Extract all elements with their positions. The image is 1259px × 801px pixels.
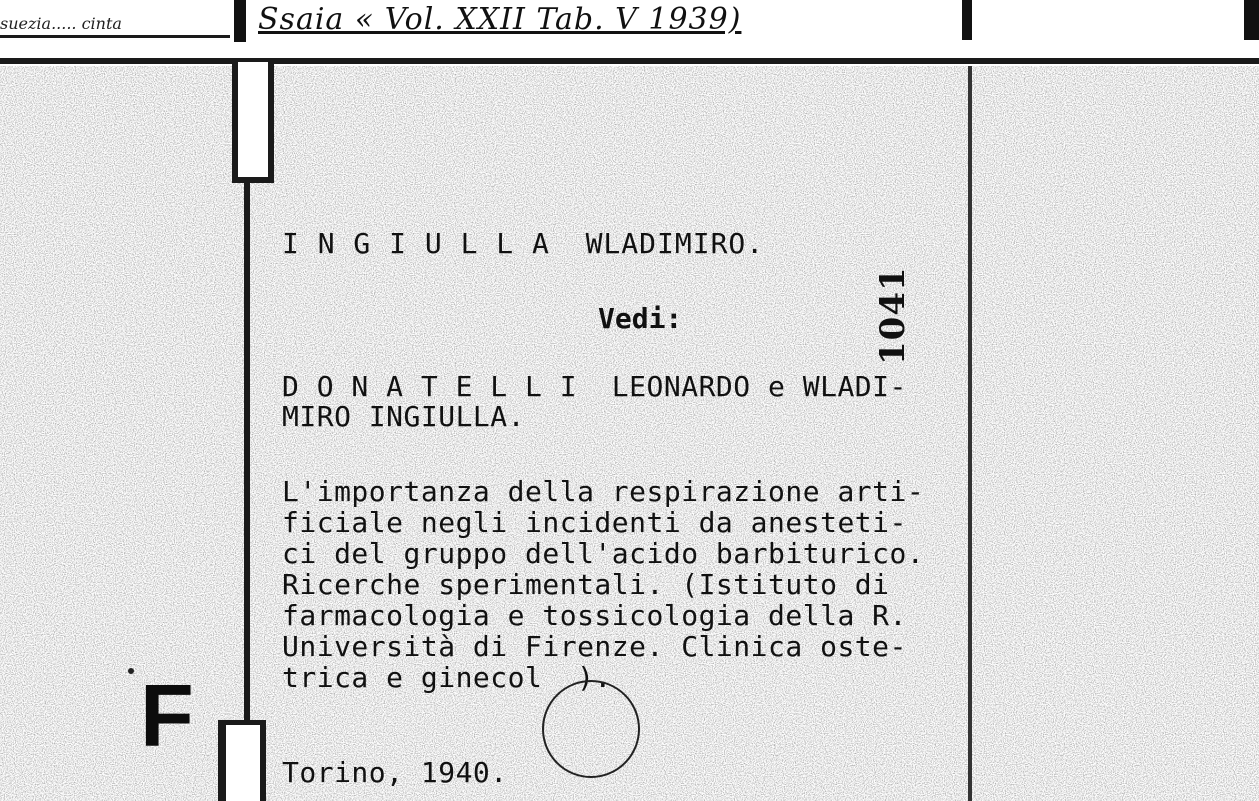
circle-stamp xyxy=(542,680,640,778)
card-tab-lower xyxy=(218,720,266,801)
card-right-edge xyxy=(968,66,972,801)
top-left-scribble: suezia..... cinta xyxy=(0,14,122,33)
title-line: Ricerche sperimentali. (Istituto di xyxy=(282,568,890,601)
top-left-rule xyxy=(0,35,230,38)
authors-block xyxy=(282,372,907,432)
margin-letter: F xyxy=(140,666,194,765)
title-line: farmacologia e tossicologia della R. xyxy=(282,599,907,632)
see-label: Vedi: xyxy=(598,302,683,335)
stamp-number: 1041 xyxy=(873,266,913,365)
title-line: ci del gruppo dell'acido barbiturico. xyxy=(282,537,925,570)
top-rule xyxy=(0,58,1259,64)
top-right-edge xyxy=(1244,0,1259,40)
title-line: L'importanza della respirazione arti- xyxy=(282,475,925,508)
title-line: ficiale negli incidenti da anesteti- xyxy=(282,506,907,539)
title-block xyxy=(282,476,924,693)
authors-line: D O N A T E L L I LEONARDO e WLADI- xyxy=(282,370,907,403)
title-line: trica e ginecol ). xyxy=(282,661,612,694)
authors-line: MIRO INGIULLA. xyxy=(282,400,526,433)
place-date: Torino, 1940. xyxy=(282,756,508,789)
top-divider-block xyxy=(234,0,246,42)
title-line: Università di Firenze. Clinica oste- xyxy=(282,630,907,663)
ink-dot xyxy=(128,668,134,674)
card-tab-upper xyxy=(232,62,274,183)
card-heading: I N G I U L L A WLADIMIRO. xyxy=(282,227,765,260)
top-right-divider xyxy=(962,0,972,40)
bibliographic-reference: Ssaia « Vol. XXII Tab. V 1939) xyxy=(258,2,742,37)
